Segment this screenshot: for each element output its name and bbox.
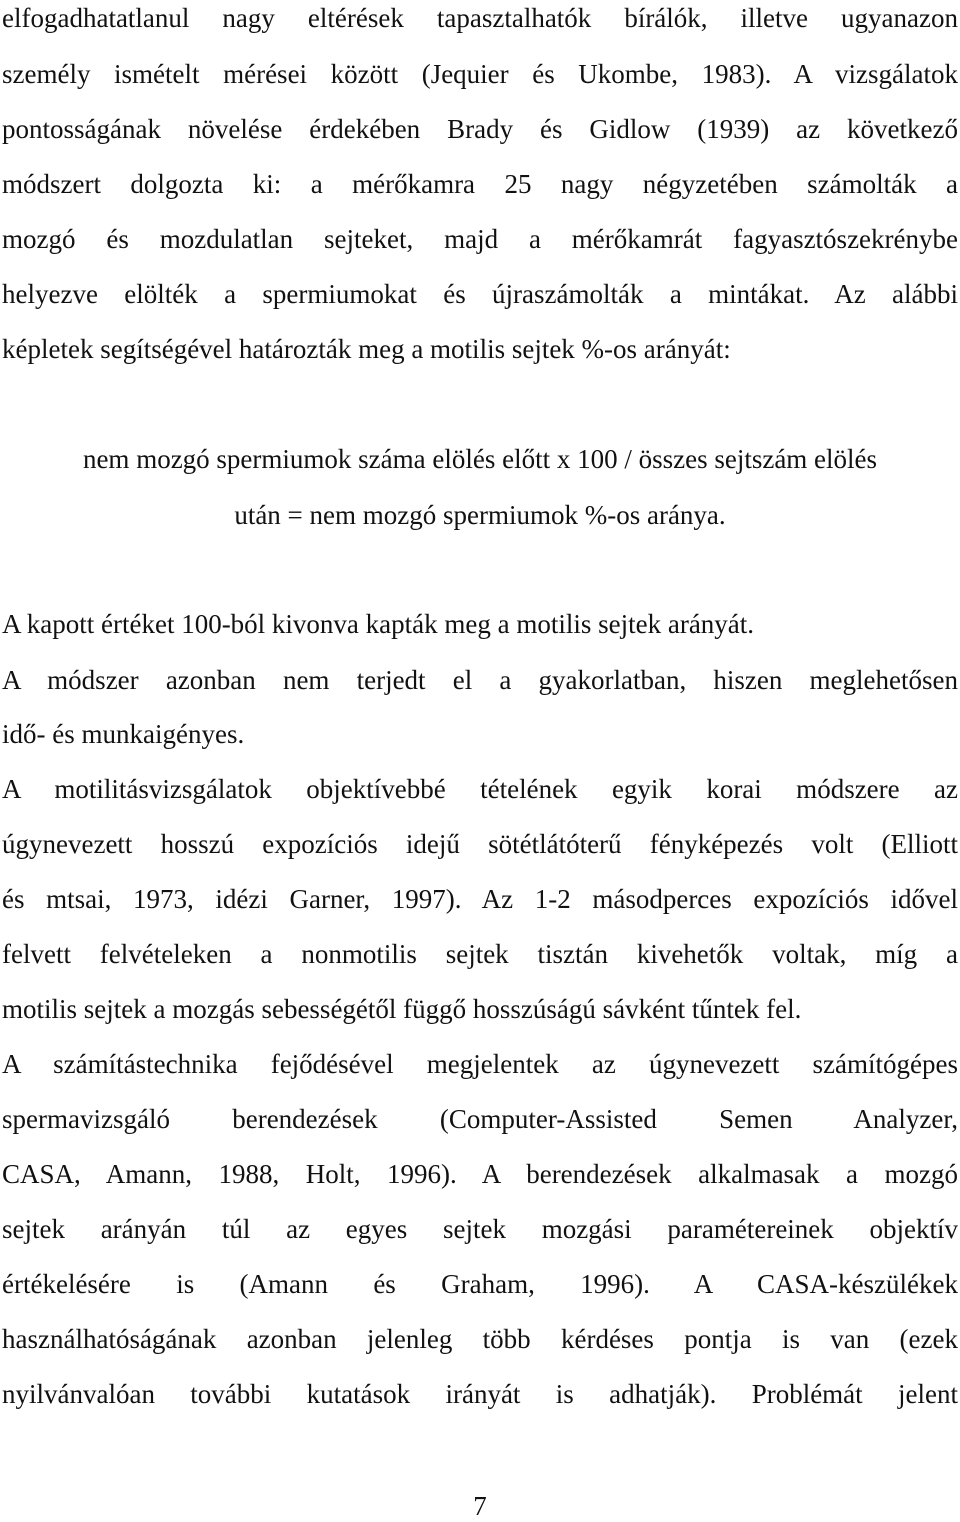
text-line: A számítástechnika fejődésével megjelentek az úgynevezett számítógépes: [2, 1049, 958, 1079]
text-line: személy ismételt mérései között (Jequier és Ukombe, 1983). A vizsgálatok: [2, 59, 958, 89]
text-line: A kapott értéket 100-ból kivonva kapták meg a motilis sejtek arányát.: [2, 609, 755, 639]
text-line: pontosságának növelése érdekében Brady és Gidlow (1939) az következő: [2, 114, 958, 144]
text-line: motilis sejtek a mozgás sebességétől függő hosszúságú sávként tűntek fel.: [2, 994, 802, 1024]
text-line: helyezve elölték a spermiumokat és újraszámolták a mintákat. Az alábbi: [2, 279, 958, 309]
text-line: idő- és munkaigényes.: [2, 719, 245, 749]
text-line: spermavizsgáló berendezések (Computer-Assisted Semen Analyzer,: [2, 1104, 958, 1134]
text-line: A módszer azonban nem terjedt el a gyakorlatban, hiszen meglehetősen: [2, 665, 958, 695]
formula-line: nem mozgó spermiumok száma elölés előtt x 100 / összes sejtszám elölés: [82, 444, 878, 474]
text-line: értékelésére is (Amann és Graham, 1996). A CASA-készülékek: [2, 1269, 958, 1299]
text-line: CASA, Amann, 1988, Holt, 1996). A berendezések alkalmasak a mozgó: [2, 1159, 958, 1189]
text-line: sejtek arányán túl az egyes sejtek mozgási paramétereinek objektív: [2, 1214, 958, 1244]
text-line: képletek segítségével határozták meg a motilis sejtek %-os arányát:: [2, 334, 731, 364]
text-line: nyilvánvalóan további kutatások irányát is adhatják). Problémát jelent: [2, 1379, 958, 1409]
text-line: A motilitásvizsgálatok objektívebbé tételének egyik korai módszere az: [2, 774, 958, 804]
text-line: és mtsai, 1973, idézi Garner, 1997). Az 1-2 másodperces expozíciós idővel: [2, 884, 958, 914]
page-number: 7: [473, 1491, 487, 1521]
text-line: használhatóságának azonban jelenleg több kérdéses pontja is van (ezek: [2, 1324, 958, 1354]
text-line: felvett felvételeken a nonmotilis sejtek tisztán kivehetők voltak, míg a: [2, 939, 958, 969]
text-line: úgynevezett hosszú expozíciós idejű sötétlátóterű fényképezés volt (Elliott: [2, 829, 958, 859]
formula-line: után = nem mozgó spermiumok %-os aránya.: [234, 500, 726, 530]
text-line: mozgó és mozdulatlan sejteket, majd a mérőkamrát fagyasztószekrénybe: [2, 224, 958, 254]
text-line: módszert dolgozta ki: a mérőkamra 25 nagy négyzetében számolták a: [2, 169, 958, 199]
text-line: elfogadhatatlanul nagy eltérések tapasztalhatók bírálók, illetve ugyanazon: [2, 3, 958, 33]
